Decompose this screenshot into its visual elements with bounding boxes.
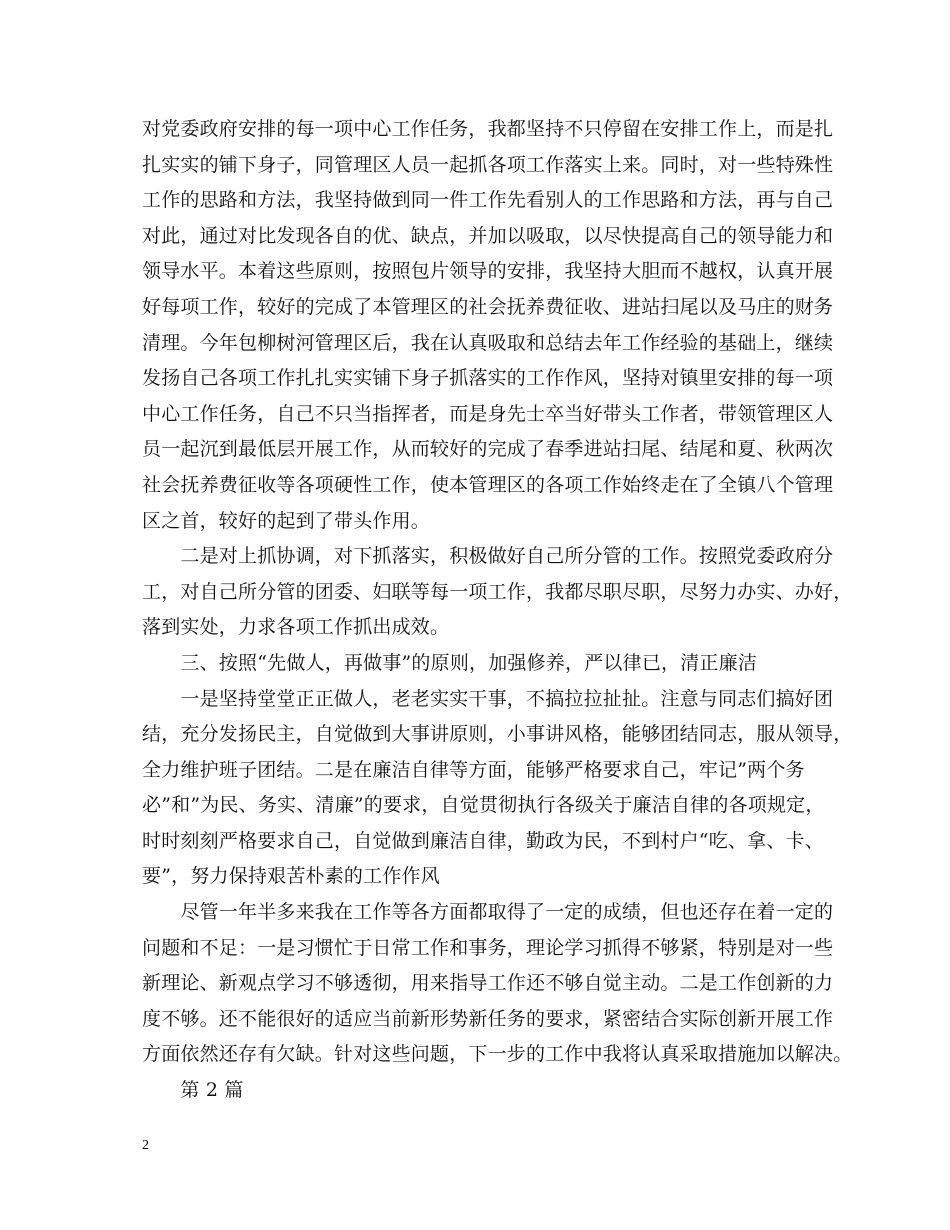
text-line: 对此，通过对比发现各自的优、缺点，并加以吸取，以尽快提高自己的领导能力和: [142, 224, 834, 247]
text-line: 对党委政府安排的每一项中心工作任务，我都坚持不只停留在安排工作上，而是扎: [142, 118, 834, 140]
text-line: 发扬自己各项工作扎扎实实铺下身子抓落实的工作作风，坚持对镇里安排的每一项: [142, 367, 834, 390]
text-line: 社会抚养费征收等各项硬性工作，使本管理区的各项工作始终走在了全镇八个管理: [142, 473, 834, 496]
text-line: 落到实处，力求各项工作抓出成效。: [142, 616, 450, 639]
text-line: 清理。今年包柳树河管理区后，我在认真吸取和总结去年工作经验的基础上，继续: [142, 331, 834, 354]
text-line: 区之首，较好的起到了带头作用。: [142, 509, 431, 532]
text-line: 工作的思路和方法，我坚持做到同一件工作先看别人的工作思路和方法，再与自己: [142, 189, 834, 212]
section-title: 第 2 篇: [142, 1079, 244, 1102]
text-line: 一是坚持堂堂正正做人，老老实实干事，不搞拉拉扯扯。注意与同志们搞好团: [142, 687, 834, 710]
text-line: 新理论、新观点学习不够透彻，用来指导工作还不够自觉主动。二是工作创新的力: [142, 972, 834, 995]
text-line: 结，充分发扬民主，自觉做到大事讲原则，小事讲风格，能够团结同志，服从领导，: [142, 723, 853, 746]
text-line: 好每项工作，较好的完成了本管理区的社会抚养费征收、进站扫尾以及马庄的财务: [142, 295, 834, 318]
text-line: 度不够。还不能很好的适应当前新形势新任务的要求，紧密结合实际创新开展工作: [142, 1007, 834, 1030]
section-heading: 三、按照“先做人，再做事”的原则，加强修养，严以律已，清正廉洁: [142, 651, 758, 674]
body-text: [142, 112, 853, 1109]
text-line: 领导水平。本着这些原则，按照包片领导的安排，我坚持大胆而不越权，认真开展: [142, 260, 834, 283]
text-line: 员一起沉到最低层开展工作，从而较好的完成了春季进站扫尾、结尾和夏、秋两次: [142, 438, 834, 461]
text-line: 二是对上抓协调，对下抓落实，积极做好自己所分管的工作。按照党委政府分: [142, 545, 834, 568]
text-line: 时时刻刻严格要求自己，自觉做到廉洁自律，勤政为民，不到村户“吃、拿、卡、: [142, 829, 824, 852]
page-number: 2: [142, 1138, 149, 1153]
text-line: 问题和不足：一是习惯忙于日常工作和事务，理论学习抓得不够紧，特别是对一些: [142, 936, 834, 959]
text-line: 全力维护班子团结。二是在廉洁自律等方面，能够严格要求自己，牢记”两个务: [142, 758, 805, 781]
text-line: 方面依然还存有欠缺。针对这些问题，下一步的工作中我将认真采取措施加以解决。: [142, 1043, 853, 1066]
text-line: 要”，努力保持艰苦朴素的工作作风: [142, 865, 440, 888]
text-line: 中心工作任务，自己不只当指挥者，而是身先士卒当好带头工作者，带领管理区人: [142, 402, 834, 425]
text-line: 工，对自己所分管的团委、妇联等每一项工作，我都尽职尽职，尽努力办实、办好，: [142, 580, 853, 603]
text-line: 必”和”为民、务实、清廉”的要求，自觉贯彻执行各级关于廉洁自律的各项规定，: [142, 794, 825, 817]
text-line: 扎实实的铺下身子，同管理区人员一起抓各项工作落实上来。同时，对一些特殊性: [142, 153, 834, 176]
text-line: 尽管一年半多来我在工作等各方面都取得了一定的成绩，但也还存在着一定的: [142, 901, 834, 924]
